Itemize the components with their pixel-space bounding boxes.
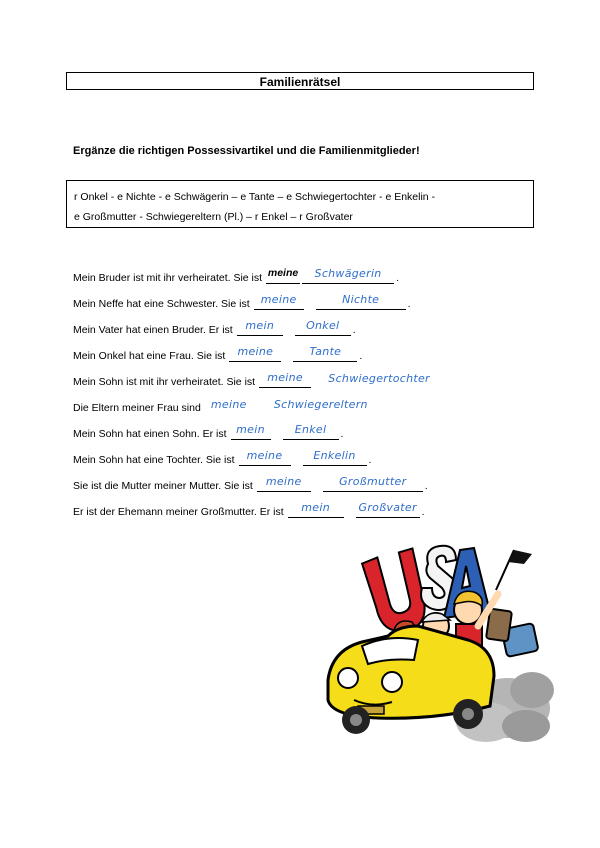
member-answer: Schwiegereltern <box>273 398 368 411</box>
sentence-text: Mein Vater hat einen Bruder. Er ist <box>73 324 233 336</box>
sentence-period: . <box>368 454 372 466</box>
sentence-period: . <box>424 480 428 492</box>
article-blank[interactable] <box>257 475 311 492</box>
sentence-row <box>73 310 543 336</box>
article-blank[interactable] <box>266 267 300 284</box>
article-answer: meine <box>267 371 303 384</box>
article-blank[interactable] <box>254 293 304 310</box>
worksheet-title: Familienrätsel <box>66 72 534 90</box>
exercise-sentences <box>73 258 543 518</box>
member-blank[interactable] <box>323 475 423 492</box>
article-answer: mein <box>301 501 331 514</box>
member-answer: Großvater <box>358 501 417 514</box>
member-answer: Schwiegertochter <box>328 372 430 385</box>
member-answer: Großmutter <box>339 475 407 488</box>
article-answer: meine <box>260 293 297 306</box>
sentence-text: Sie ist die Mutter meiner Mutter. Sie ist <box>73 480 253 492</box>
member-answer: Enkel <box>294 423 327 436</box>
article-answer: mein <box>236 423 265 436</box>
sentence-period: . <box>340 428 344 440</box>
article-answer: meine <box>265 475 302 488</box>
sentence-row <box>73 336 543 362</box>
sentence-text: Die Eltern meiner Frau sind <box>73 402 201 414</box>
sentence-row <box>73 466 543 492</box>
sentence-row <box>73 492 543 518</box>
sentence-period: . <box>407 298 411 310</box>
member-answer: Onkel <box>306 319 340 332</box>
member-blank[interactable] <box>323 372 435 388</box>
sentence-row <box>73 414 543 440</box>
article-blank[interactable] <box>229 345 281 362</box>
sentence-row <box>73 284 543 310</box>
article-answer: meine <box>267 267 299 279</box>
word-bank-box <box>66 180 534 228</box>
luggage-icon <box>486 609 539 657</box>
sentence-row <box>73 388 543 414</box>
article-blank[interactable] <box>259 371 311 388</box>
sentence-row <box>73 440 543 466</box>
article-answer: mein <box>245 319 275 332</box>
member-blank[interactable] <box>295 319 351 336</box>
member-blank[interactable] <box>283 423 339 440</box>
member-answer: Schwägerin <box>314 267 382 280</box>
article-blank[interactable] <box>205 398 253 414</box>
article-blank[interactable] <box>288 501 344 518</box>
member-blank[interactable] <box>303 449 367 466</box>
sentence-period: . <box>421 506 425 518</box>
car-travelers-illustration <box>318 530 558 748</box>
article-blank[interactable] <box>239 449 291 466</box>
sentence-row <box>73 362 543 388</box>
member-blank[interactable] <box>265 398 377 414</box>
word-bank-line-2: e Großmutter - Schwiegereltern (Pl.) – r Enkel – r Großvater <box>74 211 353 223</box>
member-blank[interactable] <box>356 501 420 518</box>
member-answer: Nichte <box>342 293 380 306</box>
sentence-text: Mein Sohn hat eine Tochter. Sie ist <box>73 454 235 466</box>
article-answer: meine <box>210 398 247 411</box>
sentence-row <box>73 258 543 284</box>
yellow-car <box>328 626 494 734</box>
member-answer: Enkelin <box>313 449 356 462</box>
sentence-period: . <box>352 324 356 336</box>
article-blank[interactable] <box>237 319 283 336</box>
member-blank[interactable] <box>293 345 357 362</box>
sentence-text: Mein Sohn hat einen Sohn. Er ist <box>73 428 227 440</box>
sentence-text: Er ist der Ehemann meiner Großmutter. Er ist <box>73 506 284 518</box>
flag-icon <box>496 550 532 590</box>
article-answer: meine <box>237 345 274 358</box>
instruction-text: Ergänze die richtigen Possessivartikel und die Familienmitglieder! <box>73 145 420 157</box>
word-bank-line-1: r Onkel - e Nichte - e Schwägerin – e Tante – e Schwiegertochter - e Enkelin - <box>74 191 436 203</box>
article-answer: meine <box>246 449 283 462</box>
sentence-period: . <box>396 272 399 284</box>
member-blank[interactable] <box>316 293 406 310</box>
sentence-text: Mein Neffe hat eine Schwester. Sie ist <box>73 298 250 310</box>
article-blank[interactable] <box>231 423 271 440</box>
member-blank[interactable] <box>302 267 394 284</box>
sentence-text: Mein Bruder ist mit ihr verheiratet. Sie ist <box>73 272 263 284</box>
member-answer: Tante <box>309 345 342 358</box>
sentence-text: Mein Onkel hat eine Frau. Sie ist <box>73 350 226 362</box>
sentence-period: . <box>359 350 363 362</box>
sentence-text: Mein Sohn ist mit ihr verheiratet. Sie ist <box>73 376 256 388</box>
